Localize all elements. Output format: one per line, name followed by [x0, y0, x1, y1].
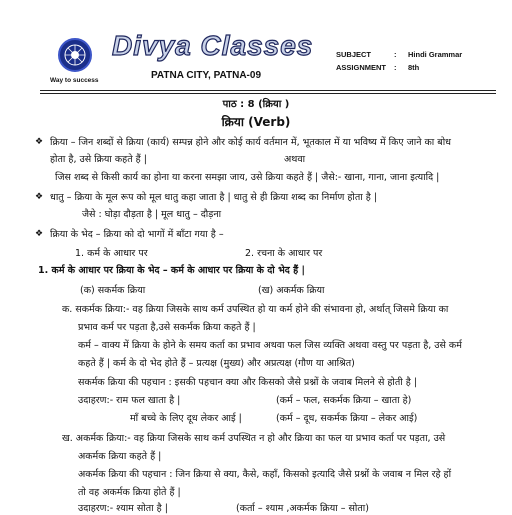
subject-label: SUBJECT	[336, 50, 372, 59]
body-line-16b: (कर्म – दूध, सकर्मक क्रिया – लेकर आई)	[276, 413, 418, 424]
body-line-20: तो वह अकर्मक क्रिया होते हैं |	[78, 487, 181, 498]
body-line-6: क्रिया के भेद – क्रिया को दो भागों में बाँटा गया है –	[50, 229, 224, 240]
body-line-15a: उदाहरण:- राम फल खाता है |	[78, 395, 181, 406]
lesson-subtitle: क्रिया (Verb)	[221, 115, 291, 129]
body-line-1: क्रिया – जिन शब्दों से क्रिया (कार्य) सम्पन्न होने और कोई कार्य वर्तमान में, भूतकाल में या भविष्य में किए जाने का बोध	[50, 137, 451, 148]
subject-value: Hindi Grammar	[408, 50, 463, 59]
body-line-14: सकर्मक क्रिया की पहचान : इसकी पहचान क्या और किसको जैसे प्रश्नों के जवाब मिलने से होती है |	[78, 377, 418, 388]
body-line-7a: 1. कर्म के आधार पर	[75, 248, 148, 259]
body-line-21b: (कर्ता – श्याम ,अकर्मक क्रिया – सोता)	[236, 503, 369, 514]
body-line-11: प्रभाव कर्म पर पड़ता है,उसे सकर्मक क्रिया कहते हैं |	[78, 322, 256, 333]
assignment-label: ASSIGNMENT	[336, 63, 387, 72]
assignment-colon: :	[394, 63, 397, 72]
bullet-icon: ❖	[35, 137, 44, 147]
body-line-15b: (कर्म – फल, सकर्मक क्रिया – खाता हे)	[276, 395, 412, 406]
body-line-7b: 2. रचना के आधार पर	[245, 248, 323, 259]
brand-name: Divya Classes	[112, 30, 314, 61]
body-line-21a: उदाहरण:- श्याम सोता है |	[78, 503, 168, 514]
bullet-icon: ❖	[35, 192, 44, 202]
header-divider	[40, 90, 496, 91]
body-line-12: कर्म – वाक्य में क्रिया के होने के समय कर्ता का प्रभाव अथवा फल जिस व्यक्ति अथवा वस्तु पर पड़ता है, उसे कर्म	[78, 340, 462, 351]
body-line-3: जिस शब्द से किसी कार्य का होना या करना समझा जाय, उसे क्रिया कहते हैं | जैसे:- खाना, गाना, जाना इत्यादि |	[55, 172, 440, 183]
body-line-2: होता है, उसे क्रिया कहते हैं |	[50, 154, 147, 165]
body-line-9b: (ख) अकर्मक क्रिया	[258, 285, 325, 296]
body-line-19: अकर्मक क्रिया की पहचान : जिन क्रिया से क्या, कैसे, कहाँ, किसको इत्यादि जैसे प्रश्नों के जवाब न मिल रहे हों	[78, 469, 452, 480]
body-line-9a: (क) सकर्मक क्रिया	[80, 285, 146, 296]
body-line-16a: माँ बच्चे के लिए दूध लेकर आई |	[130, 413, 242, 424]
city-label: PATNA CITY, PATNA-09	[151, 70, 262, 81]
body-line-10: क. सकर्मक क्रिया:- वह क्रिया जिसके साथ कर्म उपस्थित हो या कर्म होने की संभावना हो, अर्थात् जिसमे क्रिया का	[62, 304, 449, 315]
lesson-title: पाठ : 8 (क्रिया )	[222, 99, 290, 110]
body-line-17: ख. अकर्मक क्रिया:- वह क्रिया जिसके साथ कर्म उपस्थित न हो और क्रिया का फल या प्रभाव कर्ता पर पड़ता, उसे	[62, 433, 446, 444]
tagline: Way to success	[50, 77, 99, 84]
body-line-13: कहते हैं | कर्म के दो भेद होते हैं – प्रत्यक्ष (मुख्य) और अप्रत्यक्ष (गौण या आश्रित)	[78, 358, 355, 369]
assignment-value: 8th	[408, 63, 420, 72]
header-divider-thin	[40, 93, 496, 94]
body-line-18: अकर्मक क्रिया कहते हैं |	[78, 451, 162, 462]
body-line-4: धातु – क्रिया के मूल रूप को मूल धातु कहा जाता है | धातु से ही क्रिया शब्द का निर्माण होता है |	[50, 192, 378, 203]
body-line-5: जैसे : घोड़ा दौड़ता है | मूल धातु – दौड़ना	[82, 209, 222, 220]
body-line-8: 1. कर्म के आधार पर क्रिया के भेद – कर्म के आधार पर क्रिया के दो भेद हैं |	[38, 265, 305, 276]
subject-colon: :	[394, 50, 397, 59]
subject-row	[336, 50, 462, 59]
body-line-2-or: अथवा	[284, 154, 306, 165]
bullet-icon: ❖	[35, 229, 44, 239]
institute-logo	[58, 38, 92, 72]
assignment-row	[336, 63, 419, 72]
